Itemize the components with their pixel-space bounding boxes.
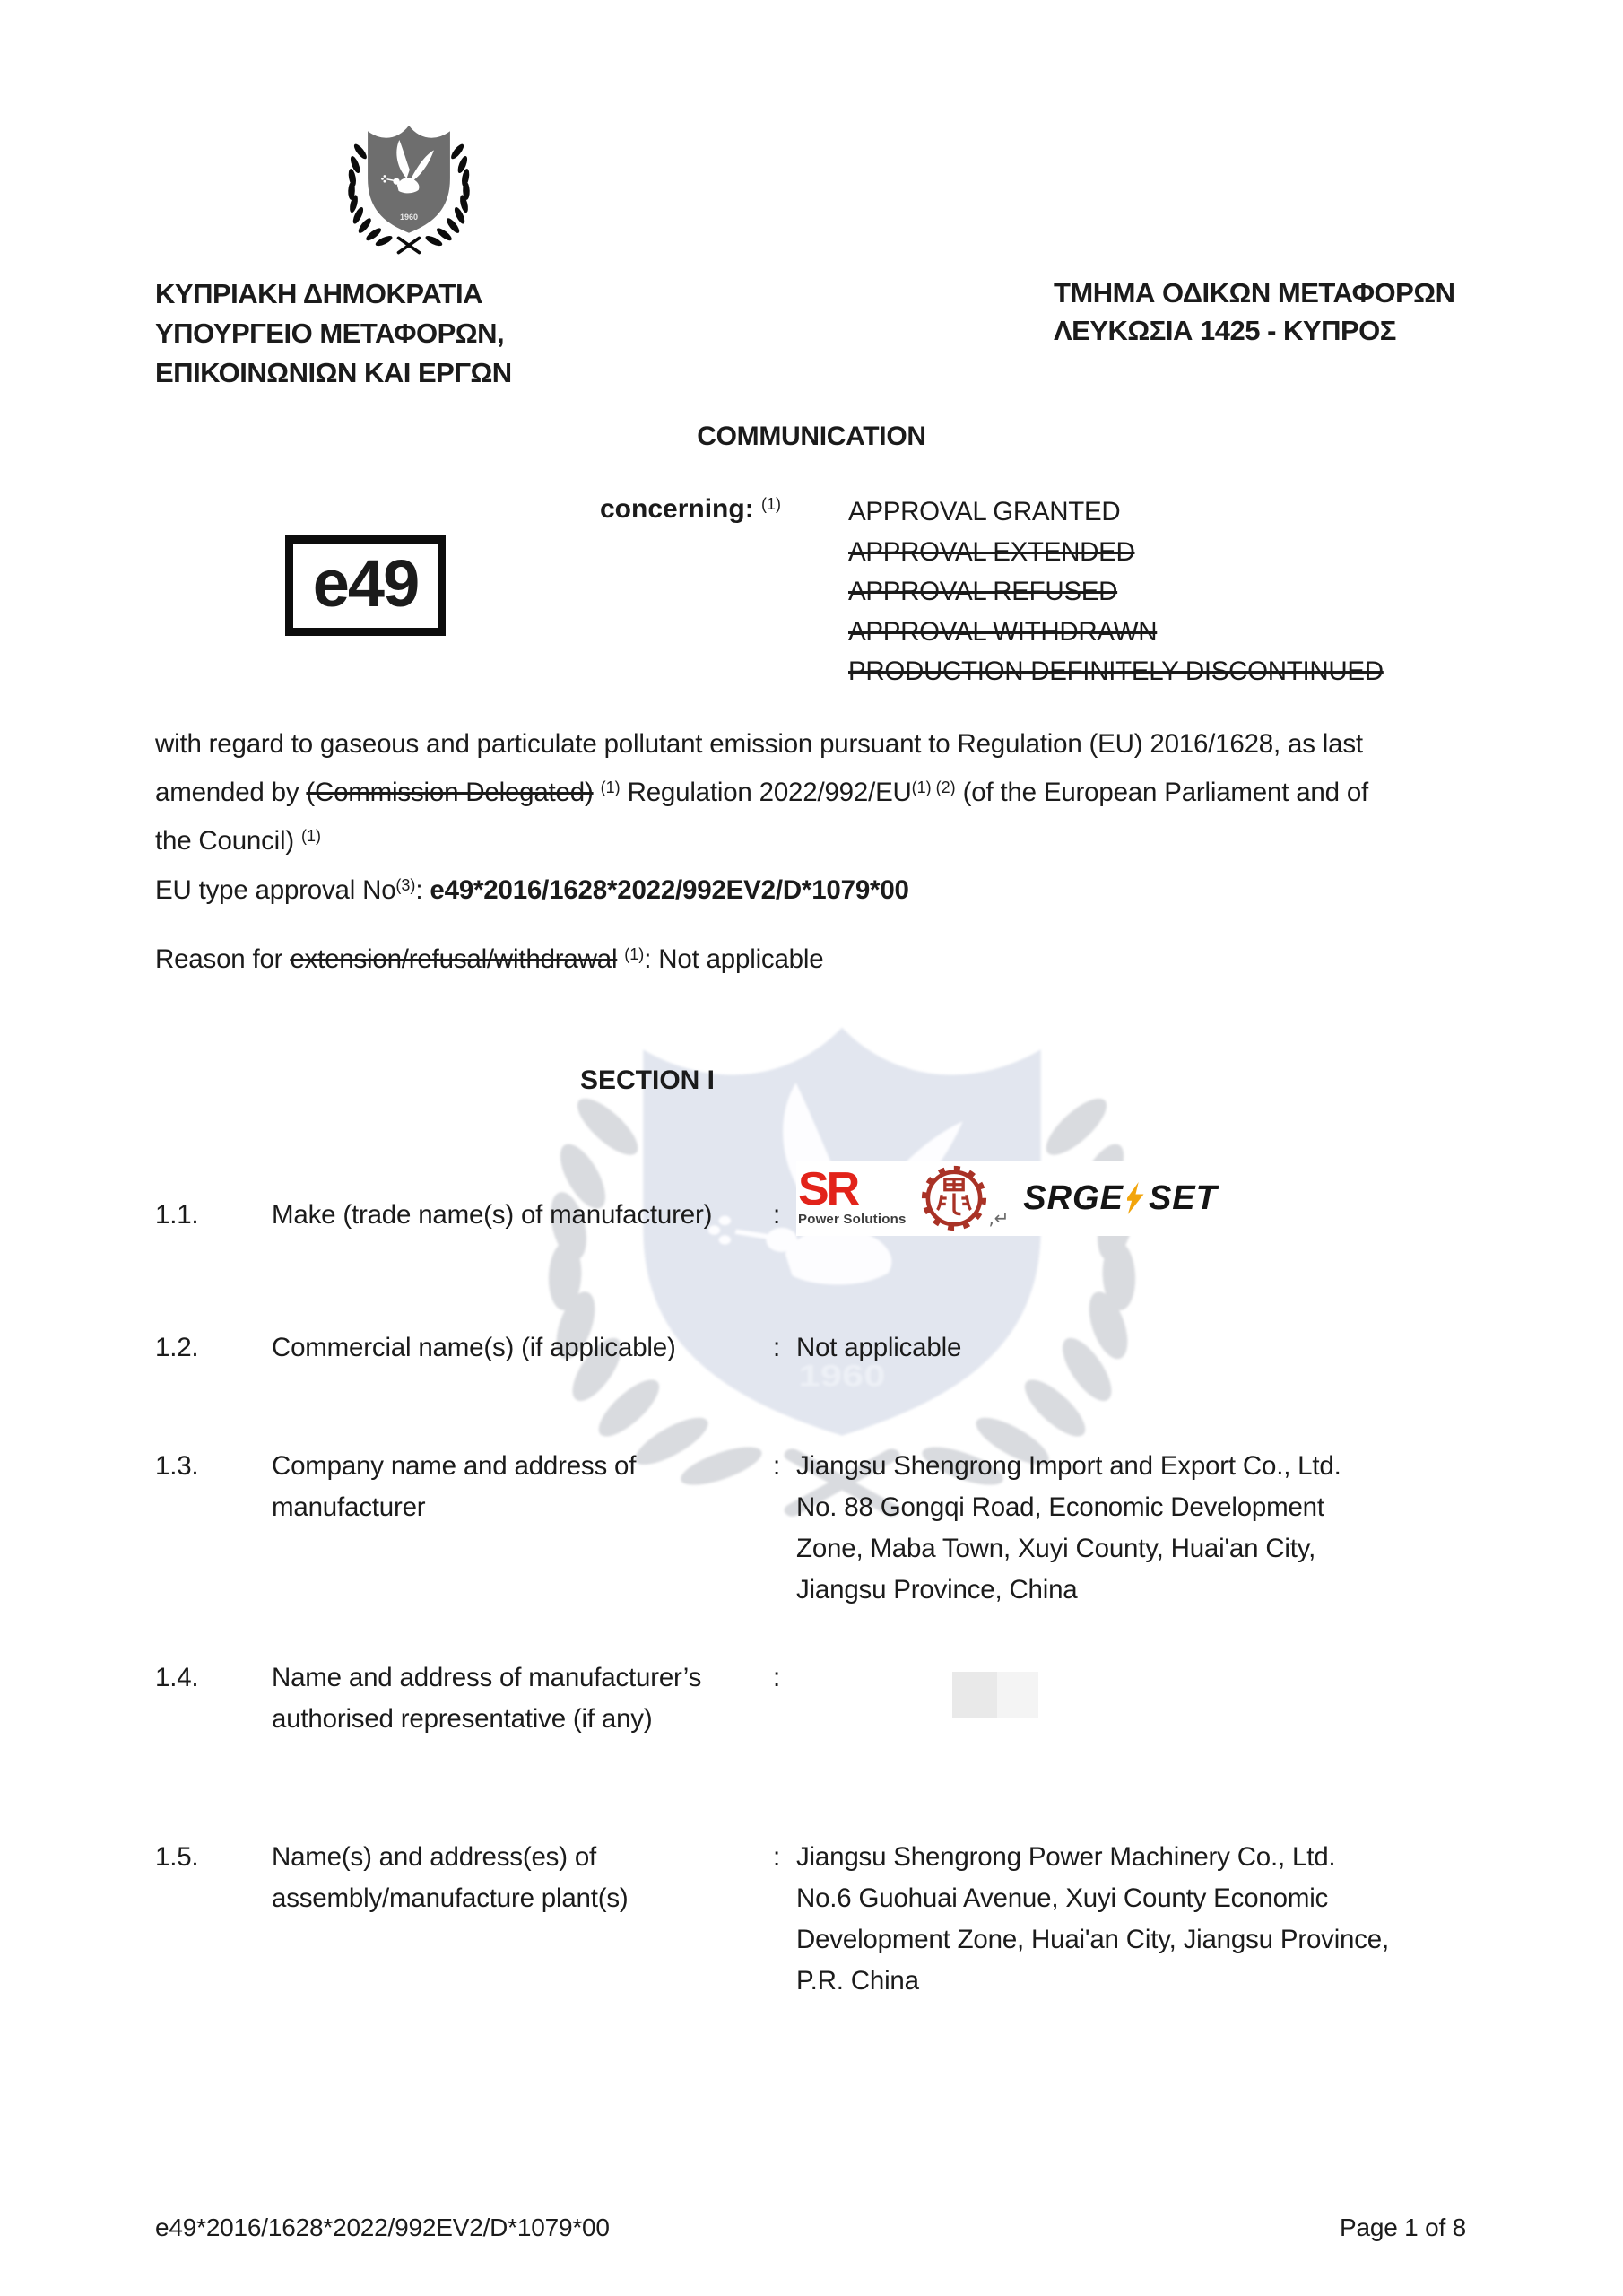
colon: : xyxy=(773,1842,780,1872)
row-manufacturer-address xyxy=(155,1446,1500,1611)
paragraph-line: the Council) $^{(1)}$ xyxy=(155,826,322,856)
footer-approval-number: e49*2016/1628*2022/992EV2/D*1079*00 xyxy=(155,2213,610,2241)
srgeset-right: SET xyxy=(1148,1178,1218,1217)
item-number: 1.2. xyxy=(155,1333,199,1362)
approval-mark-box xyxy=(285,535,446,636)
srgeset-logo xyxy=(1023,1179,1218,1218)
status-option-struck: APPROVAL WITHDRAWN xyxy=(848,616,1158,647)
srgeset-left: SRGE xyxy=(1023,1178,1124,1217)
document-title: COMMUNICATION xyxy=(697,422,926,451)
section-title: SECTION I xyxy=(579,1065,715,1095)
status-option-struck: APPROVAL EXTENDED xyxy=(848,536,1135,567)
shengrong-seal-logo xyxy=(921,1164,1010,1232)
footer-page-number: Page 1 of 8 xyxy=(1339,2213,1466,2241)
item-label: Company name and address of manufacturer xyxy=(272,1451,637,1522)
item-number: 1.3. xyxy=(155,1451,199,1481)
approval-status-list xyxy=(848,492,1384,692)
approval-number-line: EU type approval No$^{(3)}$: e49*2016/1628*2022/992EV2/D*1079*00 xyxy=(155,875,909,905)
concerning-label xyxy=(600,494,781,525)
row-commercial-name xyxy=(155,1327,1500,1369)
regulation-paragraph xyxy=(155,723,1368,863)
item-label: Name(s) and address(es) of assembly/manufacture plant(s) xyxy=(272,1842,629,1913)
footnote-ref: (1) xyxy=(761,495,782,513)
authority-line: ΥΠΟΥΡΓΕΙΟ ΜΕΤΑΦΟΡΩΝ, xyxy=(155,317,505,349)
footnote-ref: (1) xyxy=(301,827,322,845)
colon: : xyxy=(773,1663,780,1692)
department-line: ΛΕΥΚΩΣΙΑ 1425 - ΚΥΠΡΟΣ xyxy=(1054,315,1396,346)
cyprus-emblem-watermark xyxy=(487,967,1197,1518)
item-label: Commercial name(s) (if applicable) xyxy=(272,1333,676,1362)
row-make xyxy=(155,1162,1500,1236)
paragraph-line: amended by (Commission Delegated) $^{(1)}$ Regulation 2022/992/EU$^{(1) (2)}$ (of the European Parliament and of xyxy=(155,778,1369,807)
item-number: 1.5. xyxy=(155,1842,199,1872)
authority-line: ΕΠΙΚΟΙΝΩΝΙΩΝ ΚΑΙ ΕΡΓΩΝ xyxy=(155,357,512,388)
item-label: Name and address of manufacturer’s authorised representative (if any) xyxy=(272,1663,702,1734)
reason-line: Reason for extension/refusal/withdrawal $^{(1)}$: Not applicable xyxy=(155,944,824,974)
footnote-ref: (1) (2) xyxy=(911,778,956,796)
sr-logo-text: SR xyxy=(798,1162,858,1215)
approval-mark: e49 xyxy=(312,545,419,621)
department-block xyxy=(1054,274,1455,350)
redacted-region xyxy=(952,1672,1038,1718)
cyprus-coat-of-arms xyxy=(335,109,482,255)
item-number: 1.4. xyxy=(155,1663,199,1692)
item-value: Jiangsu Shengrong Import and Export Co., Ltd. No. 88 Gongqi Road, Economic Development Zone, Maba Town, Xuyi County, Huai'an City, Jiangsu Province, China xyxy=(796,1451,1341,1605)
footnote-ref: (1) xyxy=(624,945,645,963)
item-value: Not applicable xyxy=(796,1333,962,1362)
item-label: Make (trade name(s) of manufacturer) xyxy=(272,1200,713,1230)
colon: : xyxy=(773,1451,780,1481)
paragraph-line: with regard to gaseous and particulate pollutant emission pursuant to Regulation (EU) 2016/1628, as last xyxy=(155,729,1363,759)
approval-number: e49*2016/1628*2022/992EV2/D*1079*00 xyxy=(430,875,909,905)
manufacturer-logos xyxy=(796,1161,1230,1236)
item-value xyxy=(796,1162,1500,1236)
status-option: APPROVAL GRANTED xyxy=(848,497,1121,526)
struck-text: (Commission Delegated) xyxy=(306,778,594,807)
authority-line: ΚΥΠΡΙΑΚΗ ΔΗΜΟΚΡΑΤΙΑ xyxy=(155,278,482,309)
item-number: 1.1. xyxy=(155,1200,199,1230)
footnote-ref: (3) xyxy=(395,876,416,894)
status-option-struck: APPROVAL REFUSED xyxy=(848,577,1118,606)
row-assembly-plants xyxy=(155,1837,1500,2002)
colon: : xyxy=(773,1200,780,1230)
item-value: Jiangsu Shengrong Power Machinery Co., Ltd. No.6 Guohuai Avenue, Xuyi County Economic Development Zone, Huai'an City, Jiangsu Province, P.R. China xyxy=(796,1842,1390,1996)
gear-seal-icon xyxy=(921,1164,987,1232)
footnote-ref: (1) xyxy=(600,778,621,796)
sr-power-solutions-logo xyxy=(798,1162,907,1228)
status-option-struck: PRODUCTION DEFINITELY DISCONTINUED xyxy=(848,657,1384,686)
struck-text: extension/refusal/withdrawal xyxy=(290,944,618,974)
row-authorised-representative xyxy=(155,1657,1500,1740)
lightning-bolt-icon xyxy=(1127,1182,1145,1214)
colon: : xyxy=(773,1333,780,1362)
authority-name-block xyxy=(155,274,512,393)
paragraph-mark: ,↵ xyxy=(988,1207,1010,1229)
concerning-text: concerning: xyxy=(600,494,754,524)
department-line: ΤΜΗΜΑ ΟΔΙΚΩΝ ΜΕΤΑΦΟΡΩΝ xyxy=(1054,277,1455,309)
sr-logo-subtext: Power Solutions xyxy=(798,1212,907,1228)
